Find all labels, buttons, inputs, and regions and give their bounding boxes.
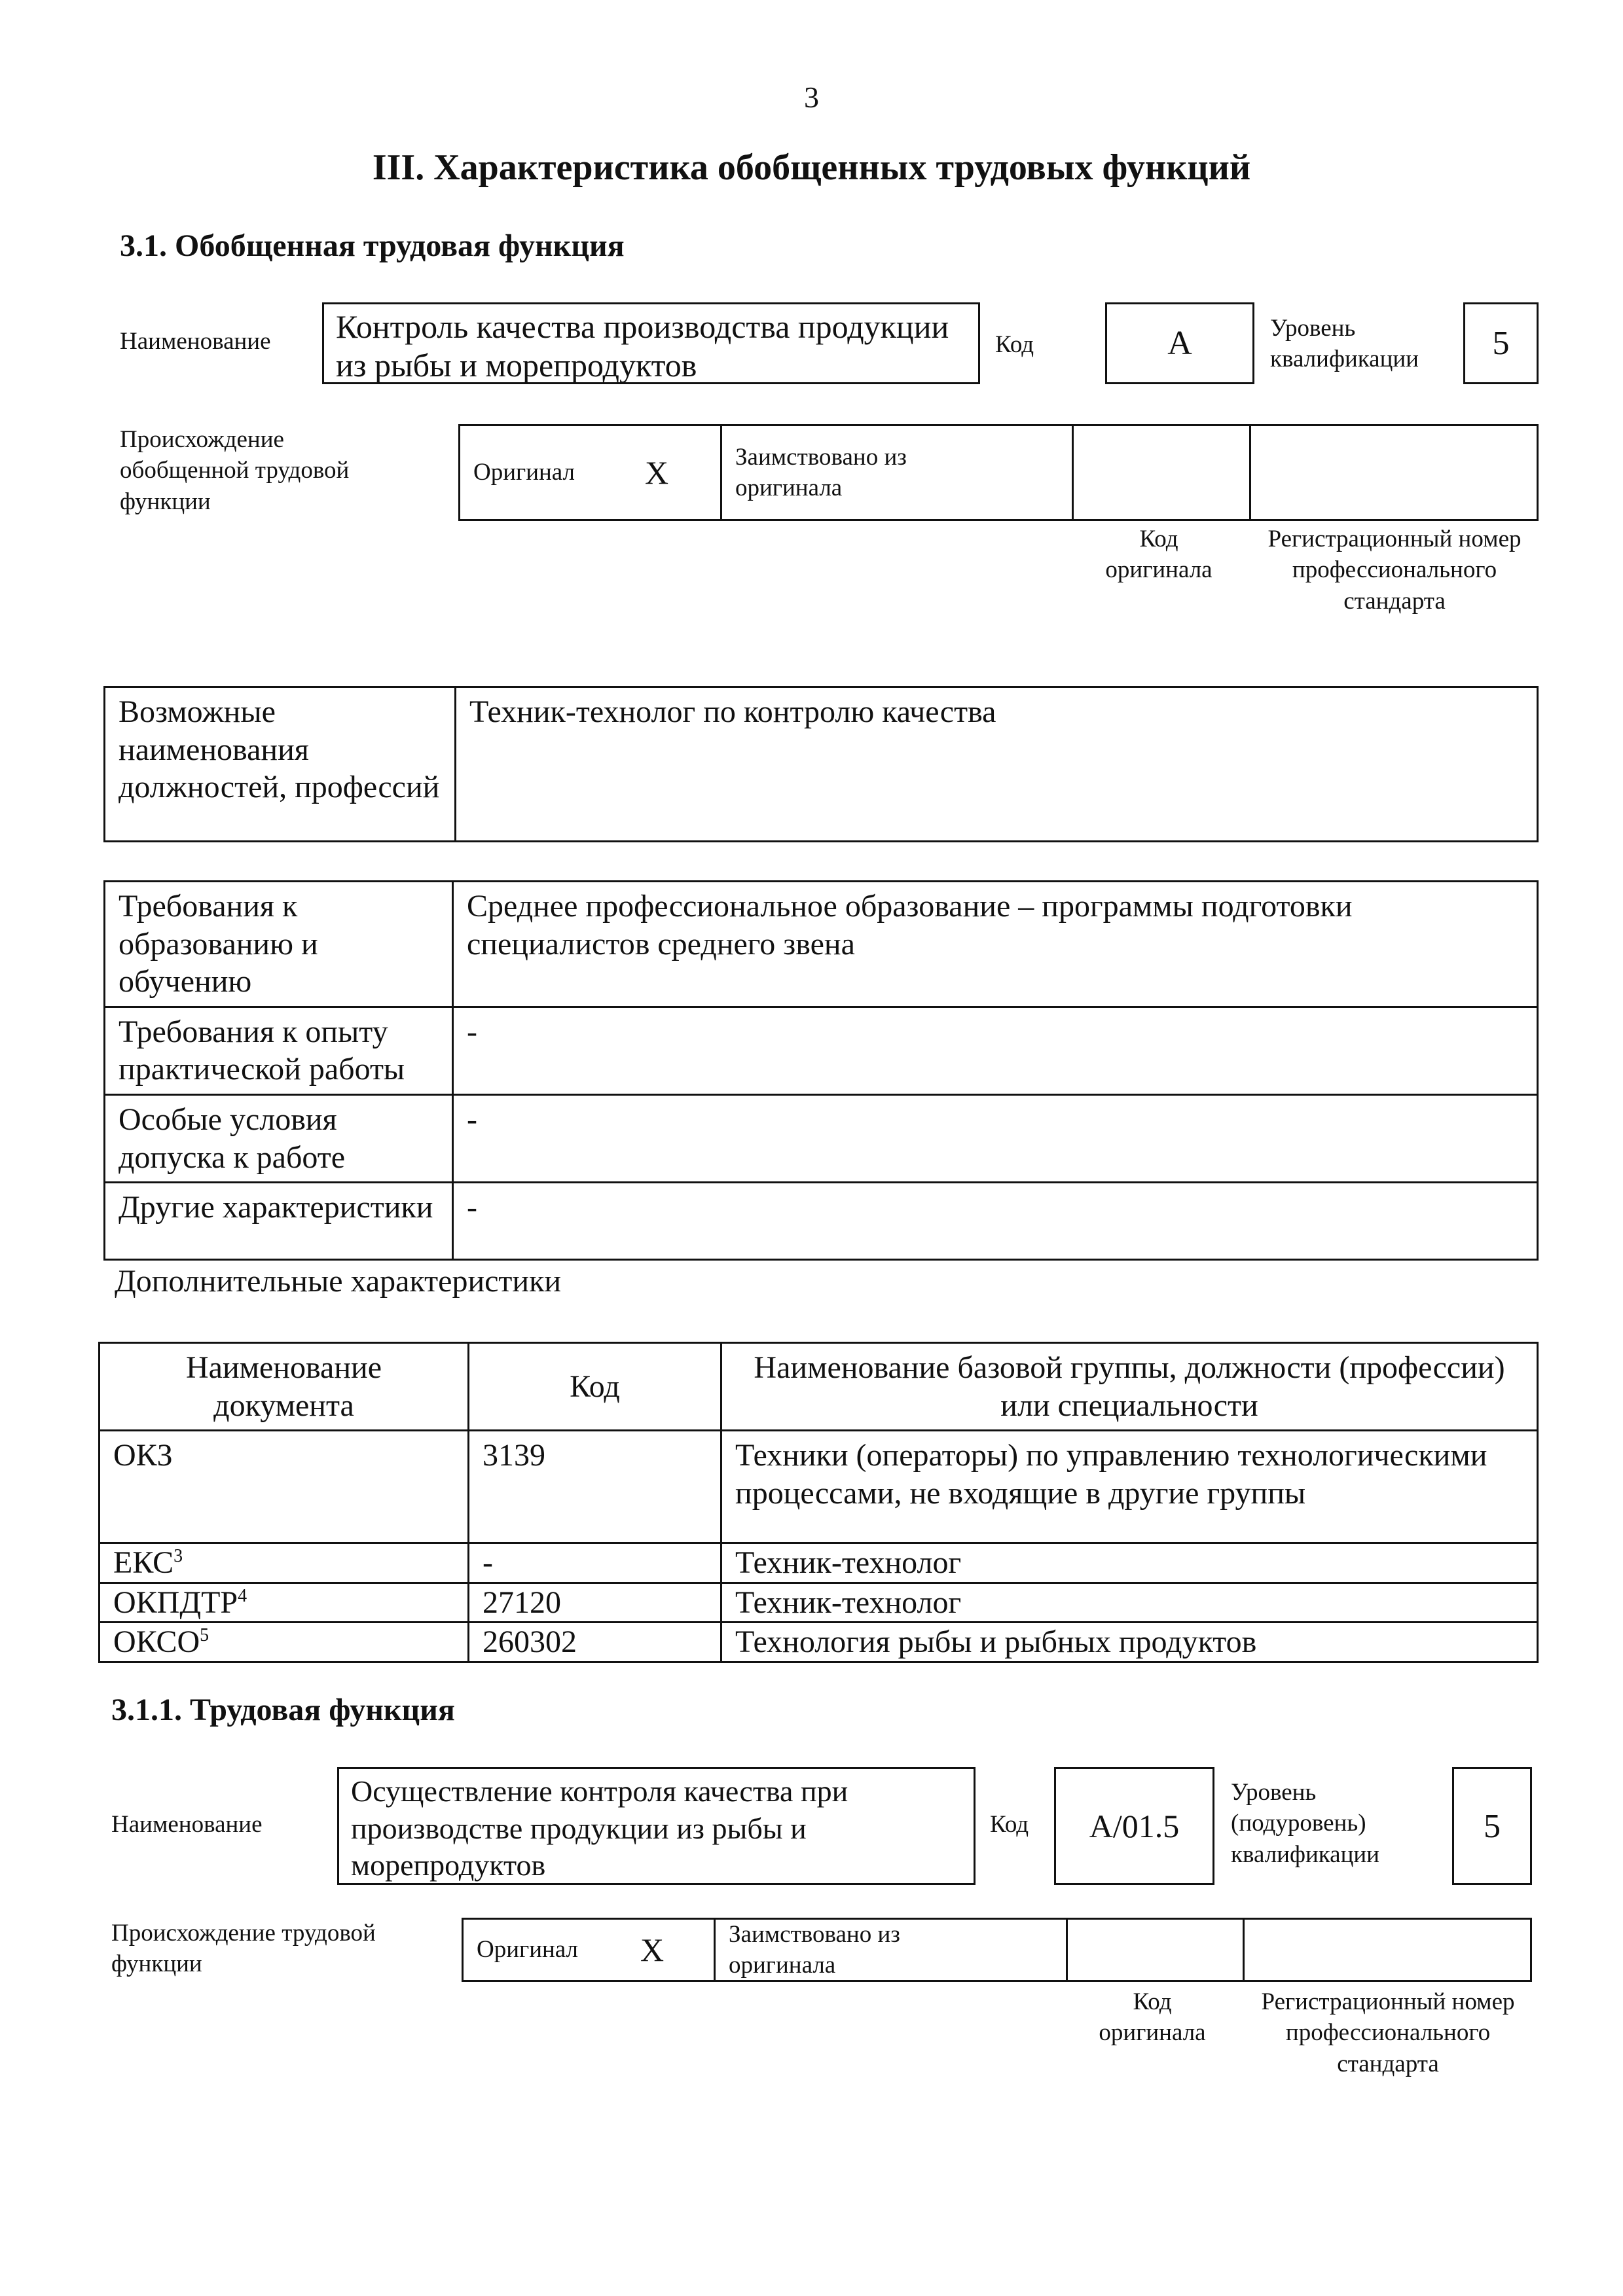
tf-level-value: 5: [1452, 1767, 1532, 1885]
footnote-mark: 4: [238, 1585, 247, 1606]
doc-name: ОКЗ: [113, 1438, 173, 1473]
footnote-mark: 5: [200, 1625, 210, 1646]
header-code: Код: [469, 1343, 721, 1431]
requirement-value: -: [453, 1094, 1538, 1182]
gtf-divider-3: [1249, 426, 1251, 519]
gtf-reg-num-caption: Регистрационный номер профессионального стандарта: [1267, 526, 1522, 615]
table-row-doc: [100, 1583, 469, 1623]
gtf-original-label: Оригинал: [473, 459, 575, 486]
table-row-code: 3139: [469, 1431, 721, 1543]
requirement-label: Особые условия допуска к работе: [105, 1094, 453, 1182]
tf-origin-box: [462, 1918, 1532, 1982]
header-name: Наименование базовой группы, должности (профессии) или специальности: [721, 1343, 1538, 1431]
gtf-code-value: А: [1105, 302, 1254, 384]
table-row-doc: [100, 1543, 469, 1583]
doc-name: ЕКС: [113, 1545, 174, 1581]
tf-original-mark: Х: [640, 1931, 665, 1968]
tf-orig-code-caption: Код оригинала: [1099, 1988, 1206, 2047]
requirement-value: Среднее профессиональное образование – программы подготовки специалистов среднего звена: [453, 882, 1538, 1007]
table-row-doc: [100, 1431, 469, 1543]
footnote-mark: 3: [173, 1546, 183, 1567]
tf-name-value: Осуществление контроля качества при производстве продукции из рыбы и морепродуктов: [337, 1767, 976, 1885]
tf-original-label: Оригинал: [477, 1936, 579, 1964]
page-number: 3: [804, 81, 819, 114]
tf-divider-1: [714, 1920, 716, 1980]
doc-name: ОКПДТР: [113, 1585, 238, 1620]
requirement-label: Требования к опыту практической работы: [105, 1007, 453, 1094]
gtf-original-mark: Х: [645, 454, 669, 491]
tf-code-value: А/01.5: [1054, 1767, 1214, 1885]
requirement-label: Другие характеристики: [105, 1183, 453, 1260]
tf-borrowed-label: Заимствовано из оригинала: [729, 1920, 900, 1979]
tf-level-label: Уровень (подуровень) квалификации: [1231, 1779, 1379, 1868]
table-row-name: Технология рыбы и рыбных продуктов: [721, 1623, 1538, 1662]
gtf-name-value: Контроль качества производства продукции из рыбы и морепродуктов: [322, 302, 980, 384]
tf-divider-2: [1066, 1920, 1068, 1980]
table-row-code: 27120: [469, 1583, 721, 1623]
doc-name: ОКСО: [113, 1624, 200, 1660]
table-row-code: 260302: [469, 1623, 721, 1662]
table-row-name: Техники (операторы) по управлению технологическими процессами, не входящие в другие группы: [721, 1431, 1538, 1543]
gtf-divider-1: [720, 426, 722, 519]
gtf-name-label: Наименование: [120, 328, 271, 355]
tf-heading: 3.1.1. Трудовая функция: [111, 1693, 455, 1727]
tf-origin-label: Происхождение трудовой функции: [111, 1920, 376, 1978]
gtf-orig-code-caption: Код оригинала: [1105, 526, 1213, 584]
gtf-divider-2: [1072, 426, 1074, 519]
table-row-name: Техник-технолог: [721, 1543, 1538, 1583]
additional-table: [98, 1342, 1539, 1663]
gtf-borrowed-label: Заимствовано из оригинала: [735, 443, 907, 501]
positions-value: Техник-технолог по контролю качества: [456, 687, 1538, 842]
header-doc: Наименование документа: [100, 1343, 469, 1431]
requirement-label: Требования к образованию и обучению: [105, 882, 453, 1007]
additional-heading: Дополнительные характеристики: [115, 1264, 562, 1299]
tf-name-label: Наименование: [111, 1810, 263, 1838]
gtf-heading: 3.1. Обобщенная трудовая функция: [120, 228, 625, 263]
section-title: III. Характеристика обобщенных трудовых функций: [372, 147, 1251, 188]
positions-label: Возможные наименования должностей, профессий: [105, 687, 456, 842]
tf-divider-3: [1243, 1920, 1245, 1980]
gtf-code-label: Код: [995, 331, 1034, 359]
table-row-doc: [100, 1623, 469, 1662]
tf-code-label: Код: [990, 1810, 1029, 1838]
requirements-table: [103, 880, 1539, 1261]
tf-reg-num-caption: Регистрационный номер профессионального стандарта: [1261, 1988, 1515, 2077]
requirement-value: -: [453, 1007, 1538, 1094]
gtf-level-label: Уровень квалификации: [1270, 315, 1419, 373]
table-row-name: Техник-технолог: [721, 1583, 1538, 1623]
gtf-origin-label: Происхождение обобщенной трудовой функции: [120, 426, 350, 515]
gtf-level-value: 5: [1463, 302, 1539, 384]
positions-table: [103, 686, 1539, 842]
table-row-code: -: [469, 1543, 721, 1583]
gtf-origin-box: [458, 424, 1539, 521]
requirement-value: -: [453, 1183, 1538, 1260]
